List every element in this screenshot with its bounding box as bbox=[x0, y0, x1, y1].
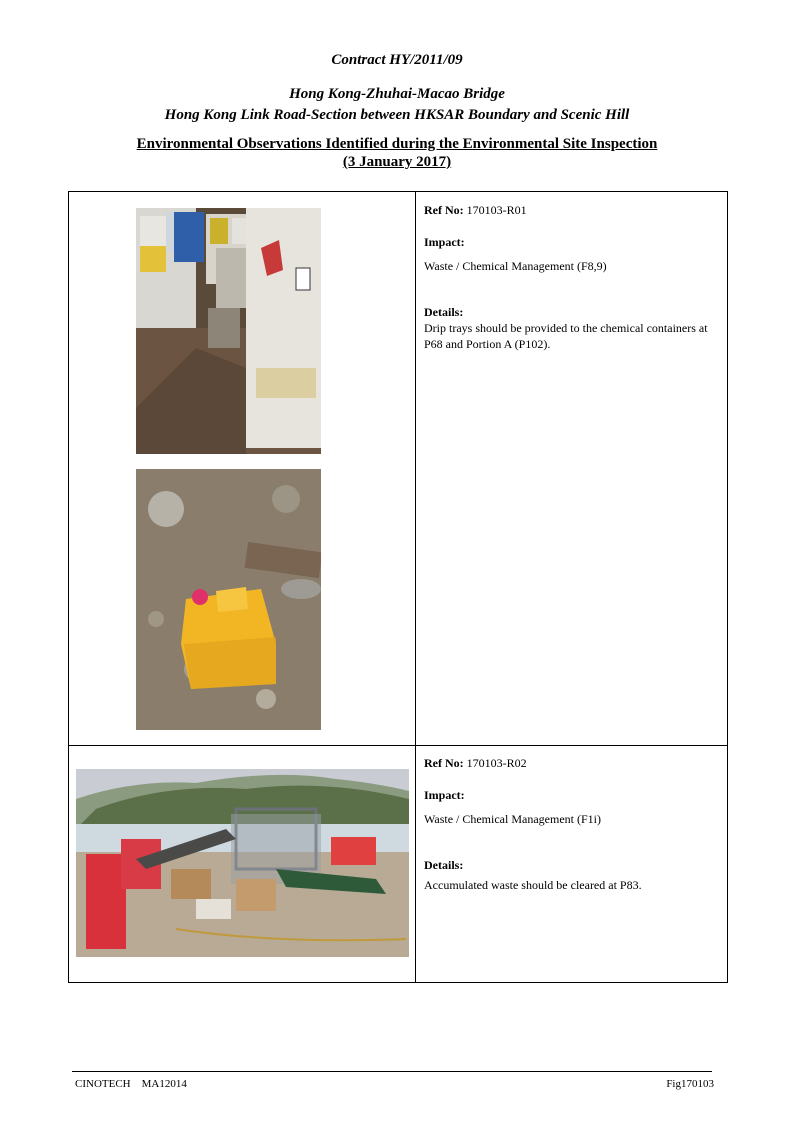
document-title bbox=[0, 135, 794, 171]
impact-label: Impact: bbox=[424, 235, 465, 249]
project-title-line-1: Hong Kong-Zhuhai-Macao Bridge bbox=[289, 86, 505, 102]
impact-label: Impact: bbox=[424, 788, 465, 802]
document-title-line-1: Environmental Observations Identified during the Environmental Site Inspection bbox=[136, 136, 658, 152]
impact-value: Waste / Chemical Management (F8,9) bbox=[424, 259, 607, 273]
observations-table bbox=[68, 191, 728, 983]
observation-1-ref bbox=[424, 202, 724, 218]
footer-left bbox=[75, 1077, 187, 1091]
footer-company: CINOTECH bbox=[75, 1078, 131, 1090]
details-value: Accumulated waste should be cleared at P83. bbox=[424, 878, 642, 892]
impact-value: Waste / Chemical Management (F1i) bbox=[424, 812, 601, 826]
ref-number: 170103-R01 bbox=[466, 203, 527, 217]
photo-chemical-containers bbox=[136, 208, 321, 454]
document-header bbox=[0, 50, 794, 171]
document-title-line-2: (3 January 2017) bbox=[342, 154, 452, 170]
footer-divider bbox=[72, 1071, 712, 1072]
photo-accumulated-waste bbox=[76, 769, 409, 957]
details-label: Details: bbox=[424, 305, 464, 319]
photo-yellow-container bbox=[136, 469, 321, 730]
observation-2-ref bbox=[424, 755, 724, 771]
project-title-line-2: Hong Kong Link Road-Section between HKSAR Boundary and Scenic Hill bbox=[164, 107, 630, 123]
observation-2-text bbox=[424, 755, 724, 893]
column-divider bbox=[415, 192, 416, 982]
details-label: Details: bbox=[424, 858, 464, 872]
ref-label: Ref No: bbox=[424, 203, 464, 217]
details-value: Drip trays should be provided to the chemical containers at P68 and Portion A (P102). bbox=[424, 321, 708, 351]
ref-number: 170103-R02 bbox=[466, 756, 527, 770]
project-title bbox=[0, 84, 794, 126]
footer-figure-number: Fig170103 bbox=[666, 1078, 714, 1090]
footer-doc-ref: MA12014 bbox=[141, 1078, 187, 1090]
row-divider bbox=[69, 745, 727, 746]
ref-label: Ref No: bbox=[424, 756, 464, 770]
contract-number: Contract HY/2011/09 bbox=[331, 52, 463, 68]
observation-1-text bbox=[424, 202, 724, 352]
